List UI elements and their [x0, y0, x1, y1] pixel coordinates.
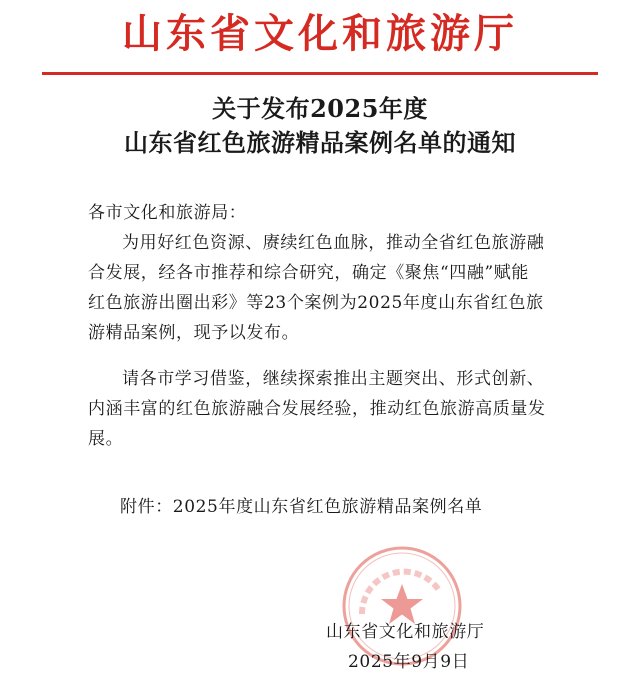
- notice-title-line-1: 关于发布2025年度: [212, 94, 428, 123]
- salutation: 各市文化和旅游局：: [88, 203, 247, 223]
- letterhead-red-rule: [42, 72, 598, 75]
- notice-title-line-2: 山东省红色旅游精品案例名单的通知: [124, 128, 516, 157]
- signature-date: 2025年9月9日: [348, 652, 470, 672]
- paragraph-2: [88, 364, 556, 454]
- paragraph-1-line: 合发展，经各市推荐和综合研究，确定《聚焦“四融”赋能: [88, 263, 529, 283]
- paragraph-1: [88, 228, 556, 348]
- paragraph-2-line: 请各市学习借鉴，继续探索推出主题突出、形式创新、: [122, 369, 545, 389]
- signature-organization: 山东省文化和旅游厅: [326, 622, 485, 642]
- paragraph-1-line: 红色旅游出圈出彩》等23个案例为2025年度山东省红色旅: [88, 293, 544, 313]
- paragraph-1-line: 为用好红色资源、赓续红色血脉，推动全省红色旅游融: [122, 233, 545, 253]
- paragraph-2-line: 内涵丰富的红色旅游融合发展经验，推动红色旅游高质量发: [88, 399, 546, 419]
- paragraph-1-line: 游精品案例，现予以发布。: [88, 323, 300, 343]
- attachment-note: 附件：2025年度山东省红色旅游精品案例名单: [120, 497, 483, 517]
- letterhead-title: 山东省文化和旅游厅: [122, 11, 518, 57]
- paragraph-2-line: 展。: [88, 429, 124, 449]
